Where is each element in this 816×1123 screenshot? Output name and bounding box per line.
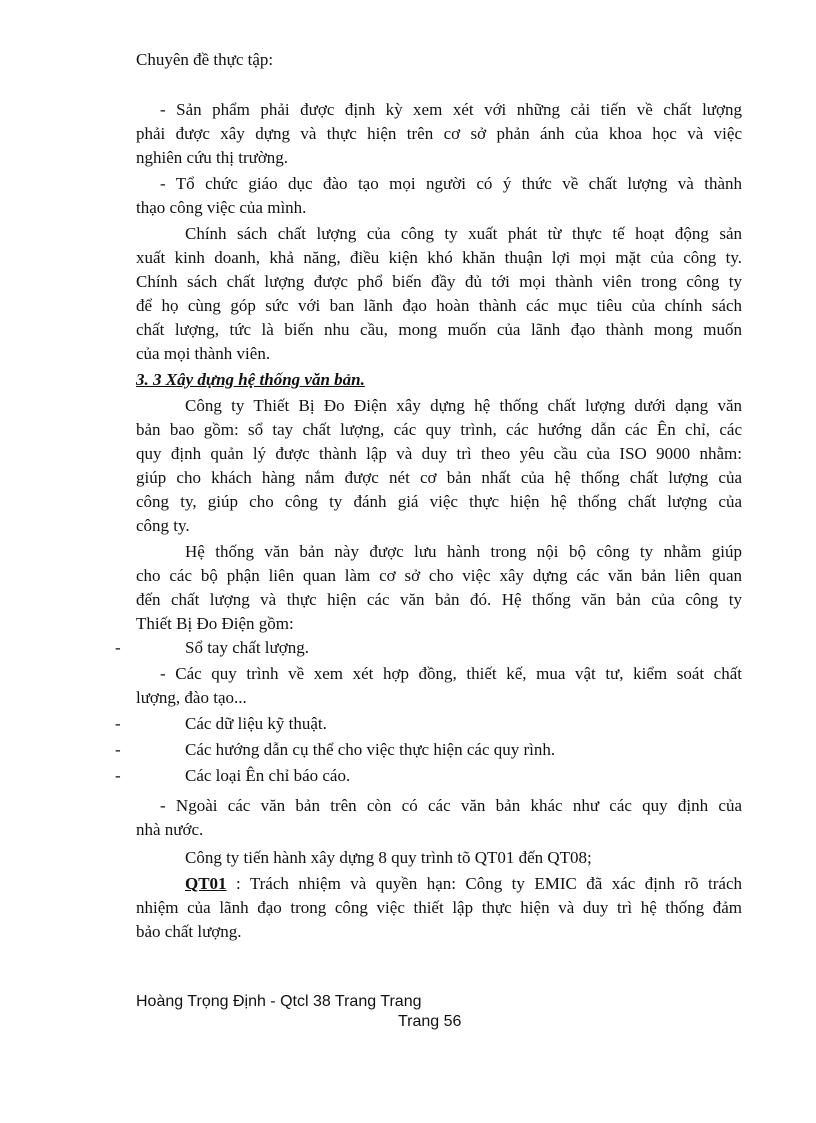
qt01-label: QT01 bbox=[185, 874, 227, 893]
list-item-6-line-2: nhà nước. bbox=[136, 820, 204, 839]
list-item-2-line-2: lượng, đào tạo... bbox=[136, 688, 247, 707]
para-1-line-5: chất lượng, tức là biến nhu cầu, mong muốn của lãnh đạo thành mong muốn bbox=[136, 320, 742, 339]
para-3-line-3: đến chất lượng và thực hiện các văn bản đó. Hệ thống văn bản của công ty bbox=[136, 590, 742, 609]
list-item-6-line-1: - Ngoài các văn bản trên còn có các văn bản khác như các quy định của bbox=[160, 796, 742, 815]
list-dash: - bbox=[115, 766, 121, 785]
qt01-line-1-text: : Trách nhiệm và quyền hạn: Công ty EMIC đã xác định rõ trách bbox=[226, 874, 742, 893]
footer-page-number: Trang 56 bbox=[398, 1013, 462, 1030]
bullet-1-line-1: - Sản phẩm phải được định kỳ xem xét với những cải tiến về chất lượng bbox=[160, 100, 742, 119]
para-3-line-2: cho các bộ phận liên quan làm cơ sở cho việc xây dựng các văn bản liên quan bbox=[136, 566, 742, 585]
list-dash: - bbox=[115, 714, 121, 733]
para-3-line-4: Thiết Bị Đo Điện gồm: bbox=[136, 614, 294, 633]
list-dash: - bbox=[115, 638, 121, 657]
para-1-line-1: Chính sách chất lượng của công ty xuất phát từ thực tế hoạt động sản bbox=[185, 224, 742, 243]
para-2-line-6: công ty. bbox=[136, 516, 190, 535]
para-3-line-1: Hệ thống văn bản này được lưu hành trong nội bộ công ty nhằm giúp bbox=[185, 542, 742, 561]
para-1-line-4: để họ cùng góp sức với ban lãnh đạo hoàn thành các mục tiêu của chính sách bbox=[136, 296, 742, 315]
qt01-line-1 bbox=[185, 872, 742, 896]
bullet-2-line-2: thạo công việc của mình. bbox=[136, 198, 307, 217]
para-2-line-5: công ty, giúp cho công ty đánh giá việc thực hiện hệ thống chất lượng của bbox=[136, 492, 742, 511]
list-item-5: Các loại Ên chỉ báo cáo. bbox=[185, 766, 351, 785]
para-1-line-6: của mọi thành viên. bbox=[136, 344, 271, 363]
list-item-2-line-1: - Các quy trình về xem xét hợp đồng, thiết kế, mua vật tư, kiểm soát chất bbox=[160, 664, 742, 683]
para-1-line-2: xuất kinh doanh, khả năng, điều kiện khó khăn thuận lợi mọi mặt của công ty. bbox=[136, 248, 742, 267]
para-1-line-3: Chính sách chất lượng được phổ biến đầy đủ tới mọi thành viên trong công ty bbox=[136, 272, 742, 291]
qt01-line-2: nhiệm của lãnh đạo trong công việc thiết lập thực hiện và duy trì hệ thống đảm bbox=[136, 898, 742, 917]
bullet-1-line-2: phải được xây dựng và thực hiện trên cơ sở phản ánh của khoa học và việc bbox=[136, 124, 742, 143]
qt01-line-3: bảo chất lượng. bbox=[136, 922, 242, 941]
para-2-line-4: giúp cho khách hàng nắm được nét cơ bản nhất của hệ thống chất lượng của bbox=[136, 468, 742, 487]
para-2-line-1: Công ty Thiết Bị Đo Điện xây dựng hệ thống chất lượng dưới dạng văn bbox=[185, 396, 742, 415]
section-heading: 3. 3 Xây dựng hệ thống văn bản. bbox=[136, 370, 365, 389]
footer-author: Hoàng Trọng Định - Qtcl 38 Trang Trang bbox=[136, 993, 422, 1010]
list-item-4: Các hướng dẫn cụ thể cho việc thực hiện các quy rình. bbox=[185, 740, 556, 759]
list-item-3: Các dữ liệu kỹ thuật. bbox=[185, 714, 327, 733]
bullet-2-line-1: - Tổ chức giáo dục đào tạo mọi người có ý thức về chất lượng và thành bbox=[160, 174, 742, 193]
list-item-1: Sổ tay chất lượng. bbox=[185, 638, 309, 657]
para-4: Công ty tiến hành xây dựng 8 quy trình tõ QT01 đến QT08; bbox=[185, 848, 592, 867]
para-2-line-2: bản bao gồm: sổ tay chất lượng, các quy trình, các hướng dẫn các Ên chỉ, các bbox=[136, 420, 742, 439]
page-header: Chuyên đề thực tập: bbox=[136, 50, 274, 69]
list-dash: - bbox=[115, 740, 121, 759]
para-2-line-3: quy định quản lý được thành lập và duy trì theo yêu cầu của ISO 9000 nhằm: bbox=[136, 444, 742, 463]
bullet-1-line-3: nghiên cứu thị trường. bbox=[136, 148, 289, 167]
